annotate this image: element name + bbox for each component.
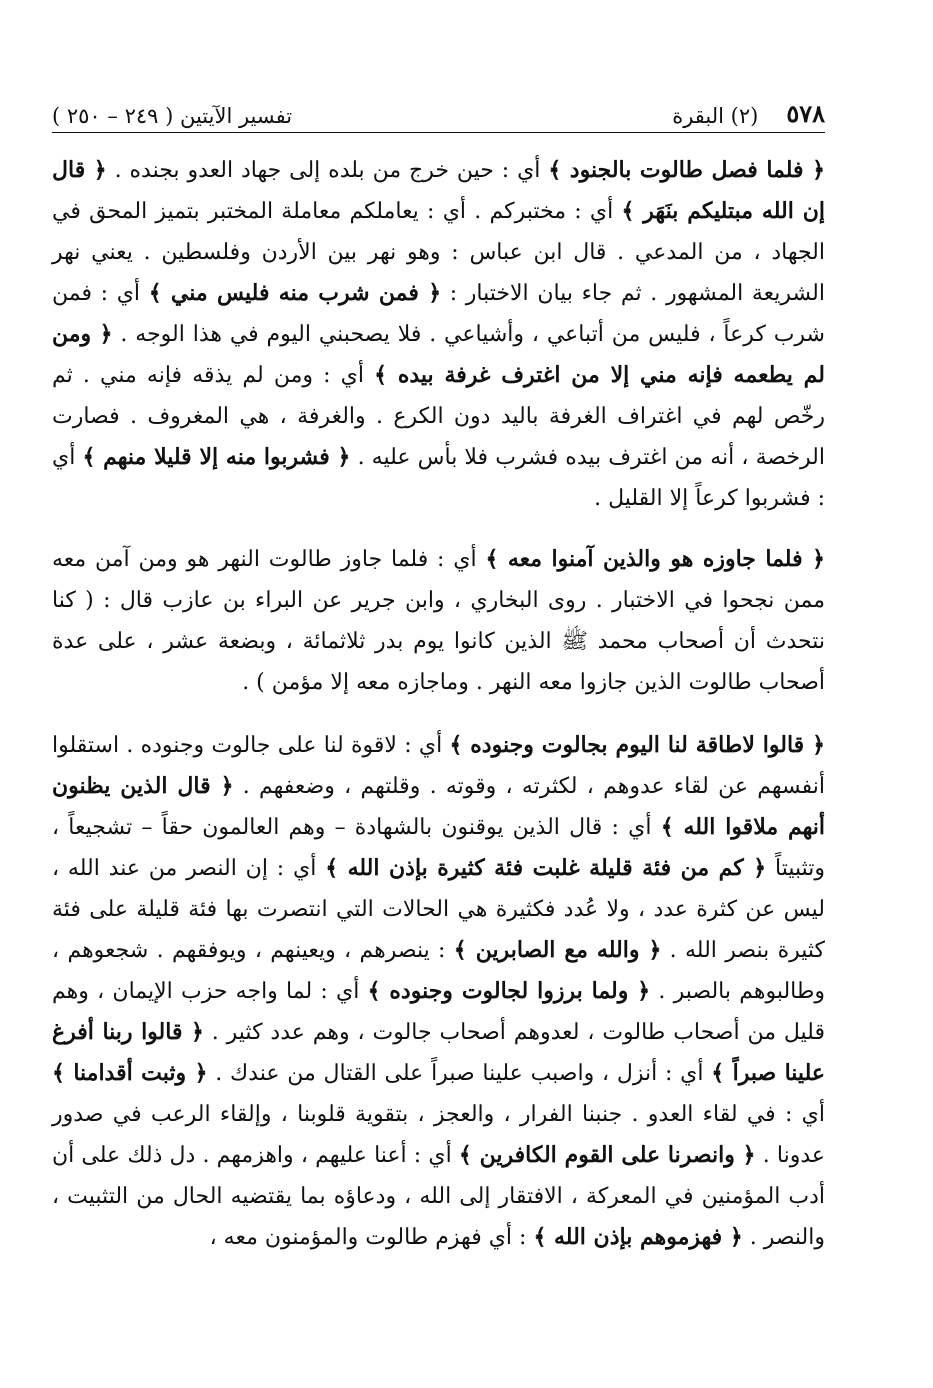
body-text [52,150,825,1258]
page-number: ٥٧٨ [786,99,825,128]
running-title: تفسير الآيتين ( ٢٤٩ – ٢٥٠ ) [52,104,293,128]
quran-verse: ﴿ قال إن الله مبتليكم بنَهَر ﴾ [52,157,825,224]
quran-verse: ﴿ فشربوا منه إلا قليلا منهم ﴾ [82,444,351,470]
commentary-text: أي : في لقاء العدو . جنبنا الفرار ، والعجز ، بتقوية قلوبنا ، وإلقاء الرعب في صدور عدونا . [52,1102,825,1168]
quran-verse: ﴿ قال الذين يظنون أنهم ملاقوا الله ﴾ [52,773,825,840]
commentary-text: : أي فهزم طالوت والمؤمنون معه ، [209,1225,534,1250]
commentary-text: أي : فلما جاوز طالوت النهر هو ومن آمن معه ممن نجحوا في الاختبار . روى البخاري ، وابن جرير عن البراء بن عازب قال : ( كنا نتحدث أن أصحاب محمد ﷺ الذين كانوا يوم بدر ثلاثمائة ، وبضعة عشر ، على عدة أصحاب طالوت الذين جازوا معه النهر . وماجازه معه إلا مؤمن ) . [52,547,825,695]
paragraph-gap [52,703,825,725]
quran-verse: ﴿ فهزموهم بإذن الله ﴾ [533,1224,743,1250]
quran-verse: ﴿ ولما برزوا لجالوت وجنوده ﴾ [367,978,651,1004]
commentary-text: أي : ومن لم يذقه فإنه مني . ثم رخّص لهم في اغتراف الغرفة باليد دون الكرع . والغرفة ، هي المغروف . فصارت الرخصة ، أنه من اغترف بيده فشرب فلا بأس عليه . [52,363,825,470]
quran-verse: ﴿ كم من فئة قليلة غلبت فئة كثيرة بإذن الله ﴾ [325,855,767,881]
commentary-text: أي : قال الذين يوقنون بالشهادة – وهم العالمون حقاً – تشجيعاً ، وتثبيتاً [52,815,826,881]
surah-name: (٢) البقرة [672,104,759,128]
commentary-text: أي : إن النصر من عند الله ، ليس عن كثرة عدد ، ولا عُدد فكثيرة هي الحالات التي انتصرت بها فئة قليلة على فئة كثيرة بنصر الله . [52,856,825,963]
quran-verse: ﴿ والله مع الصابرين ﴾ [453,937,662,963]
quran-verse: ﴿ فلما فصل طالوت بالجنود ﴾ [548,157,826,183]
commentary-text: أي : فشربوا كرعاً إلا القليل . [52,445,825,511]
paragraph-gap [52,519,825,539]
commentary-text: أي : لاقوة لنا على جالوت وجنوده . استقلوا أنفسهم عن لقاء عدوهم ، لكثرته ، وقوته . وقلتهم ، وضعفهم . [52,733,825,799]
header-right [672,99,825,128]
quran-verse: ﴿ قالوا لاطاقة لنا اليوم بجالوت وجنوده ﴾ [449,732,825,758]
quran-verse: ﴿ فمن شرب منه فليس مني ﴾ [148,280,442,306]
commentary-text: أي : فمن شرب كرعاً ، فليس من أتباعي ، وأشياعي . فلا يصحبني اليوم في هذا الوجه . [52,281,825,347]
quran-verse: ﴿ فلما جاوزه هو والذين آمنوا معه ﴾ [485,546,825,572]
commentary-text: أي : لما واجه حزب الإيمان ، وهم قليل من أصحاب طالوت ، لعدوهم أصحاب جالوت ، وهم عدد كثير . [52,979,825,1045]
quran-verse: ﴿ ومن لم يطعمه فإنه مني إلا من اغترف غرفة بيده ﴾ [52,321,825,388]
quran-verse: ﴿ وثبت أقدامنا ﴾ [52,1060,208,1086]
quran-verse: ﴿ وانصرنا على القوم الكافرين ﴾ [458,1142,756,1168]
page-header [52,88,825,128]
commentary-text: أي : أعنا عليهم ، واهزمهم . دل ذلك على أن أدب المؤمنين في المعركة ، الافتقار إلى الله ، ودعاؤه بما يقتضيه الحال من التثبيت ، والنصر . [52,1143,825,1250]
paragraph-3 [52,725,825,1258]
paragraph-1 [52,150,825,519]
commentary-text: أي : مختبركم . أي : يعاملكم معاملة المختبر بتميز المحق في الجهاد ، من المدعي . قال ابن عباس : وهو نهر بين الأردن وفلسطين . يعني نهر الشريعة المشهور . ثم جاء بيان الاختبار : [52,199,825,306]
quran-verse: ﴿ قالوا ربنا أفرغ علينا صبراً ﴾ [52,1019,825,1086]
header-rule [52,132,825,133]
commentary-text: أي : أنزل ، واصبب علينا صبراً على القتال من عندك . [207,1061,712,1086]
paragraph-2 [52,539,825,703]
commentary-text: : ينصرهم ، ويعينهم ، ويوفقهم . شجعوهم ، وطالبوهم بالصبر . [52,938,825,1004]
commentary-text: أي : حين خرج من بلده إلى جهاد العدو بجنده . [106,158,549,183]
